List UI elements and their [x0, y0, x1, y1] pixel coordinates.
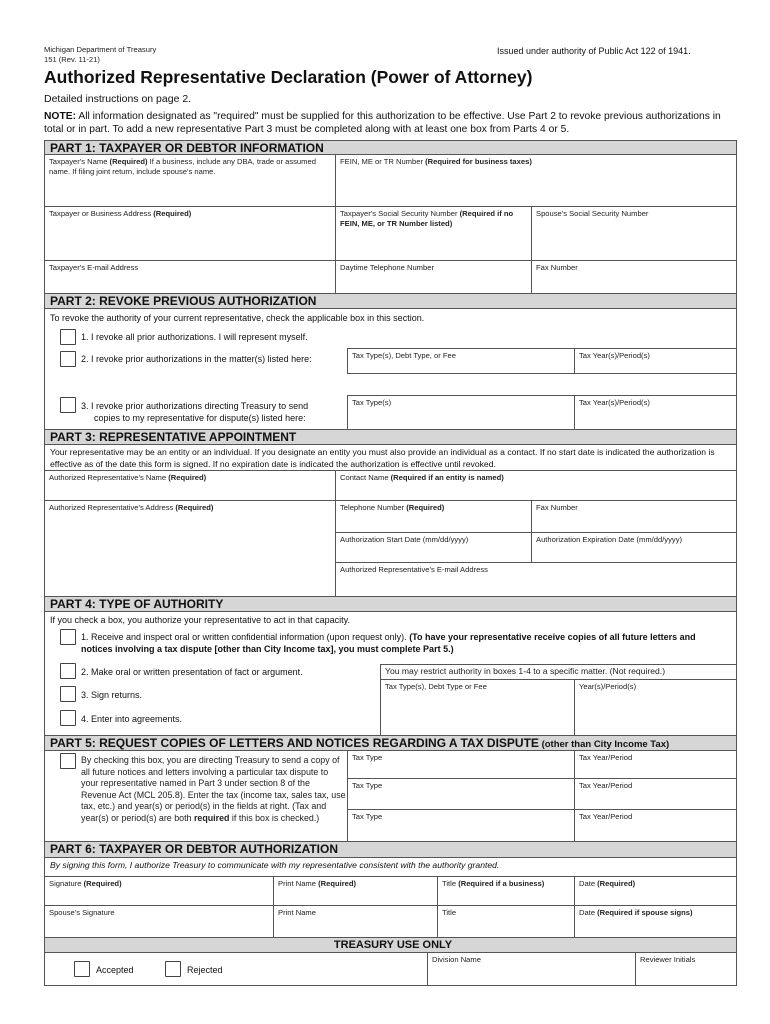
- taxpayer-address-field[interactable]: [44, 206, 336, 261]
- authority-present-checkbox[interactable]: [60, 663, 76, 679]
- required: (Required): [318, 879, 357, 888]
- signature-field[interactable]: [44, 876, 274, 906]
- required: (Required if an entity is named): [390, 473, 504, 482]
- dispute-tax-year-field[interactable]: Tax Year/Period: [574, 778, 737, 810]
- required: (Required): [406, 503, 445, 512]
- revoke-copies-tax-type-field[interactable]: Tax Type(s): [347, 395, 575, 430]
- part2-header: PART 2: REVOKE PREVIOUS AUTHORIZATION: [44, 293, 737, 309]
- part2-intro: To revoke the authority of your current representative, check the applicable box in this section.: [50, 313, 425, 323]
- daytime-phone-field[interactable]: Daytime Telephone Number: [335, 260, 532, 294]
- accepted-checkbox[interactable]: [74, 961, 90, 977]
- taxpayer-email-field[interactable]: Taxpayer's E-mail Address: [44, 260, 336, 294]
- authority-agreements-label: 4. Enter into agreements.: [81, 714, 183, 724]
- spouse-ssn-field[interactable]: Spouse's Social Security Number: [531, 206, 737, 261]
- restrict-note: You may restrict authority in boxes 1-4 to a specific matter. (Not required.): [380, 664, 737, 680]
- fein-field[interactable]: [335, 154, 737, 207]
- accepted-label: Accepted: [96, 965, 134, 975]
- dispute-tax-type-field[interactable]: Tax Type: [347, 750, 575, 779]
- title-field[interactable]: [437, 876, 575, 906]
- authority-sign-checkbox[interactable]: [60, 686, 76, 702]
- required: (Required if spouse signs): [597, 908, 693, 917]
- required: (Required): [597, 879, 636, 888]
- form-number: 151 (Rev. 11-21): [44, 55, 100, 64]
- note-text: [44, 110, 737, 136]
- reviewer-initials-field[interactable]: Reviewer Initials: [635, 952, 737, 986]
- form-title: Authorized Representative Declaration (Power of Attorney): [44, 67, 533, 87]
- required: (Required): [83, 879, 122, 888]
- revoke-matters-label: 2. I revoke prior authorizations in the matter(s) listed here:: [81, 354, 312, 364]
- spouse-print-name-field[interactable]: Print Name: [273, 905, 438, 938]
- label: Print Name: [278, 879, 319, 888]
- required: (Required): [168, 473, 207, 482]
- taxpayer-ssn-field[interactable]: [335, 206, 532, 261]
- note-body: All information designated as "required" must be supplied for this authorization to be effective. Use Part 2 to revoke previous authorizations in total or in part. To add a new representative Part 3 must be completed along with at least one box from Parts 4 or 5.: [44, 111, 721, 135]
- authority-receive-checkbox[interactable]: [60, 629, 76, 645]
- expiration-date-field[interactable]: Authorization Expiration Date (mm/dd/yyyy): [531, 532, 737, 563]
- revoke-copies-label: 3. I revoke prior authorizations directing Treasury to send: [81, 401, 309, 411]
- revoke-tax-type-field[interactable]: Tax Type(s), Debt Type, or Fee: [347, 348, 575, 374]
- request-copies-checkbox[interactable]: [60, 753, 76, 769]
- required: required: [193, 812, 230, 823]
- request-copies-text: [81, 755, 346, 825]
- label: Telephone Number: [340, 503, 407, 512]
- text-end: if this box is checked.): [229, 812, 320, 823]
- part6-intro: By signing this form, I authorize Treasury to communicate with my representative consistent with the authority granted.: [44, 857, 737, 877]
- label-hint: If a business, include any DBA, trade or assumed name. If filing joint return, include spouse's name.: [49, 157, 316, 176]
- label: Taxpayer's Name: [49, 157, 110, 166]
- revoke-all-checkbox[interactable]: [60, 329, 76, 345]
- instructions-note: Detailed instructions on page 2.: [44, 93, 192, 105]
- part1-header: PART 1: TAXPAYER OR DEBTOR INFORMATION: [44, 140, 737, 155]
- part3-header: PART 3: REPRESENTATIVE APPOINTMENT: [44, 429, 737, 445]
- part4-intro: If you check a box, you authorize your representative to act in that capacity.: [50, 615, 350, 625]
- label: Authorized Representative's Name: [49, 473, 169, 482]
- revoke-copies-tax-year-field[interactable]: Tax Year(s)/Period(s): [574, 395, 737, 430]
- rep-name-field[interactable]: [44, 470, 336, 501]
- spouse-title-field[interactable]: Title: [437, 905, 575, 938]
- label: 1. Receive and inspect oral or written confidential information (upon request only).: [81, 632, 410, 642]
- treasury-header: TREASURY USE ONLY: [44, 937, 737, 953]
- department-name: Michigan Department of Treasury: [44, 45, 157, 54]
- revoke-matters-checkbox[interactable]: [60, 351, 76, 367]
- date-field[interactable]: [574, 876, 737, 906]
- label: Taxpayer's Social Security Number: [340, 209, 460, 218]
- required: (Required if no FEIN, ME, or TR Number listed): [340, 209, 514, 228]
- part5-title-suffix: (other than City Income Tax): [538, 739, 670, 750]
- authority-agreements-checkbox[interactable]: [60, 710, 76, 726]
- label: Signature: [49, 879, 84, 888]
- rep-phone-field[interactable]: [335, 500, 532, 533]
- label: Authorized Representative's Address: [49, 503, 176, 512]
- rejected-label: Rejected: [187, 965, 223, 975]
- label: FEIN, ME or TR Number: [340, 157, 426, 166]
- rep-address-field[interactable]: [44, 500, 336, 597]
- dispute-tax-year-field[interactable]: Tax Year/Period: [574, 809, 737, 842]
- dispute-tax-type-field[interactable]: Tax Type: [347, 809, 575, 842]
- label: Taxpayer or Business Address: [49, 209, 154, 218]
- start-date-field[interactable]: Authorization Start Date (mm/dd/yyyy): [335, 532, 532, 563]
- part5-header: [44, 735, 737, 751]
- authority-text: Issued under authority of Public Act 122 of 1941.: [497, 46, 691, 56]
- dispute-tax-type-field[interactable]: Tax Type: [347, 778, 575, 810]
- spouse-signature-field[interactable]: Spouse's Signature: [44, 905, 274, 938]
- restrict-tax-type-field[interactable]: Tax Type(s), Debt Type or Fee: [380, 679, 575, 736]
- part4-header: PART 4: TYPE OF AUTHORITY: [44, 596, 737, 612]
- revoke-copies-label-2: copies to my representative for dispute(s) listed here:: [94, 413, 306, 423]
- taxpayer-name-field[interactable]: [44, 154, 336, 207]
- label: Title: [442, 879, 459, 888]
- authority-receive-label: [81, 631, 721, 655]
- part5-title: PART 5: REQUEST COPIES OF LETTERS AND NOTICES REGARDING A TAX DISPUTE: [50, 736, 539, 750]
- rep-email-field[interactable]: Authorized Representative's E-mail Address: [335, 562, 737, 597]
- required: (Required): [153, 209, 192, 218]
- required: (Required for business taxes): [425, 157, 532, 166]
- note-label: NOTE:: [44, 111, 77, 122]
- spouse-date-field[interactable]: [574, 905, 737, 938]
- rejected-checkbox[interactable]: [165, 961, 181, 977]
- contact-name-field[interactable]: [335, 470, 737, 501]
- division-name-field[interactable]: Division Name: [427, 952, 636, 986]
- revoke-all-label: 1. I revoke all prior authorizations. I will represent myself.: [81, 332, 308, 342]
- required: (Required): [175, 503, 214, 512]
- revoke-copies-checkbox[interactable]: [60, 397, 76, 413]
- dispute-tax-year-field[interactable]: Tax Year/Period: [574, 750, 737, 779]
- fax-field[interactable]: Fax Number: [531, 260, 737, 294]
- rep-fax-field[interactable]: Fax Number: [531, 500, 737, 533]
- part3-intro: Your representative may be an entity or an individual. If you designate an entity you must also provide an individual as a contact. If no start date is indicated the authorization is effective as of the date this form is signed. If no expiration date is indicated the authorization is effective until revoked.: [44, 444, 737, 471]
- part6-header: PART 6: TAXPAYER OR DEBTOR AUTHORIZATION: [44, 841, 737, 858]
- revoke-tax-year-field[interactable]: Tax Year(s)/Period(s): [574, 348, 737, 374]
- label: Contact Name: [340, 473, 391, 482]
- authority-sign-label: 3. Sign returns.: [81, 690, 143, 700]
- required: (Required): [109, 157, 148, 166]
- label: Date: [579, 908, 598, 917]
- print-name-field[interactable]: [273, 876, 438, 906]
- required: (Required if a business): [458, 879, 545, 888]
- label-bold: (To have your representative receive copies of all future letters and notices involving a tax dispute [other than City Income tax], you must complete Part 5.): [81, 632, 696, 654]
- authority-present-label: 2. Make oral or written presentation of fact or argument.: [81, 667, 303, 677]
- label: Date: [579, 879, 598, 888]
- restrict-year-field[interactable]: Year(s)/Period(s): [574, 679, 737, 736]
- text: By checking this box, you are directing Treasury to send a copy of all future notices and letters involving a particular tax dispute to your representative named in Part 3 under section 8 of the Revenue Act (MCL 205.8). Enter the tax (income tax, sales tax, use tax, etc.) and year(s) or period(s) in the fields at right. (Tax and year(s) or period(s) are both: [81, 755, 346, 823]
